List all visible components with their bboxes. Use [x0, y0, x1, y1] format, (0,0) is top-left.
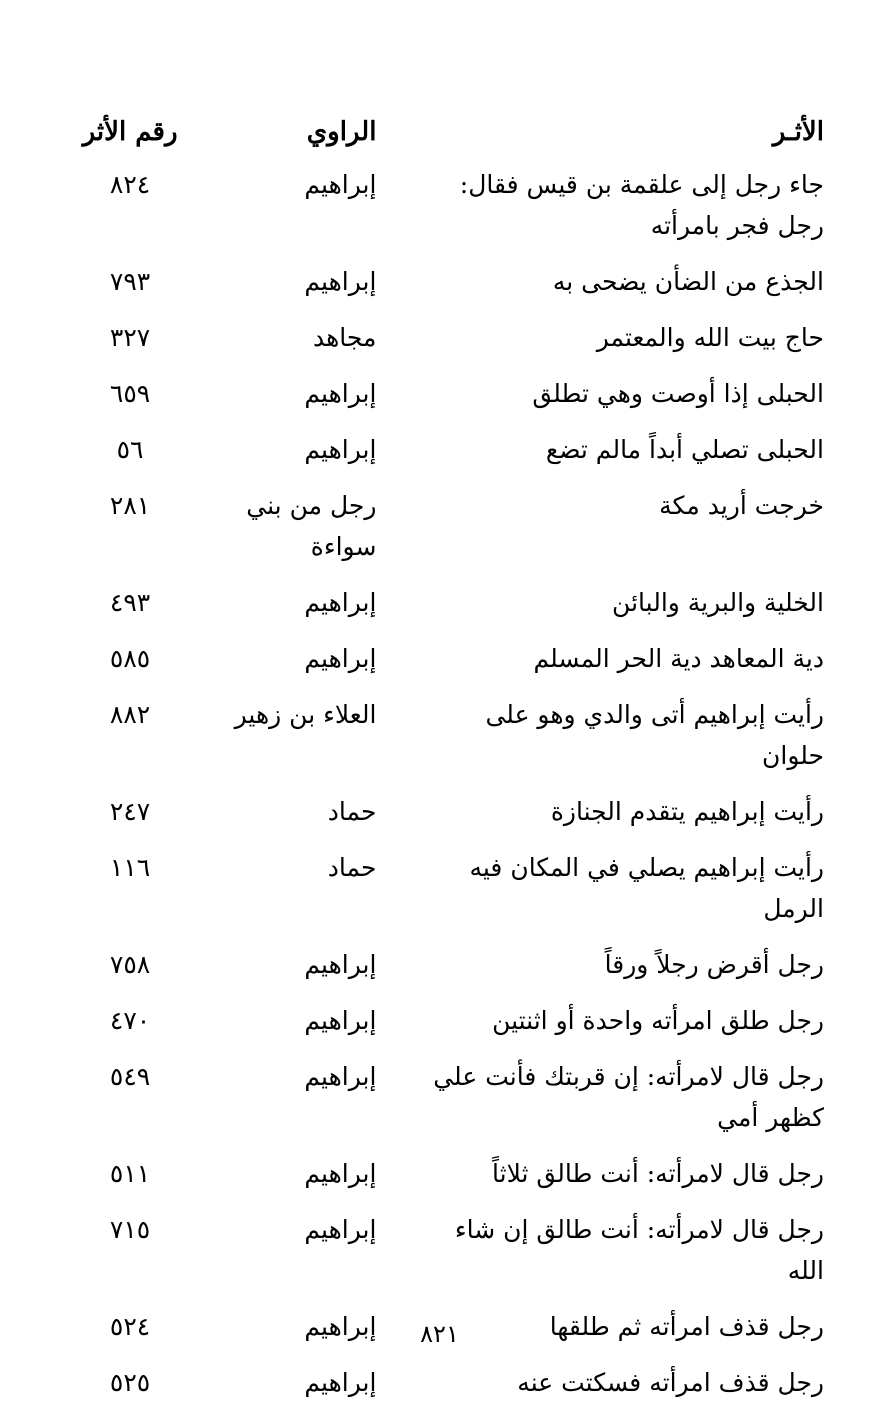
table-row	[64, 261, 824, 317]
rawi-cell: إبراهيم	[304, 170, 377, 199]
rawi-cell: إبراهيم	[304, 1215, 377, 1244]
rawi-cell: إبراهيم	[304, 267, 377, 296]
number-cell: ٤٧٠	[109, 1006, 151, 1035]
table-row	[64, 1153, 824, 1209]
table-header	[64, 112, 824, 164]
rawi-cell: إبراهيم	[304, 588, 377, 617]
rawi-column-header: الراوي	[306, 117, 377, 147]
table-body	[64, 164, 824, 1418]
rawi-cell: حماد	[327, 797, 377, 826]
table-row	[64, 429, 824, 485]
athar-text: الحبلى تصلي أبداً مالم تضع	[545, 435, 824, 464]
athar-text: رأيت إبراهيم يصلي في المكان فيه الرمل	[469, 853, 824, 923]
number-cell: ٥١١	[109, 1159, 151, 1188]
number-cell: ١١٦	[109, 853, 151, 882]
number-cell: ٥٨٥	[109, 644, 151, 673]
table-row	[64, 791, 824, 847]
page-number: ٨٢١	[420, 1320, 459, 1348]
table-row	[64, 1056, 824, 1153]
athar-text: الحبلى إذا أوصت وهي تطلق	[532, 379, 824, 408]
rawi-cell: إبراهيم	[304, 950, 377, 979]
table-row	[64, 944, 824, 1000]
athar-column-header: الأثـر	[772, 117, 824, 147]
rawi-cell: العلاء بن زهير	[234, 700, 377, 729]
table-row	[64, 317, 824, 373]
table-row	[64, 1209, 824, 1306]
number-cell: ٥٢٥	[109, 1368, 151, 1397]
athar-index-table	[64, 112, 824, 1418]
number-cell: ٧١٥	[109, 1215, 151, 1244]
rawi-cell: رجل من بني سواءة	[246, 491, 377, 561]
number-cell: ٢٤٧	[109, 797, 151, 826]
number-column-header: رقم الأثر	[82, 117, 178, 147]
athar-text: رجل قذف امرأته فسكتت عنه	[517, 1368, 824, 1397]
athar-text: دية المعاهد دية الحر المسلم	[533, 644, 824, 673]
rawi-cell: إبراهيم	[304, 644, 377, 673]
table-row	[64, 694, 824, 791]
athar-text: رأيت إبراهيم يتقدم الجنازة	[550, 797, 824, 826]
number-cell: ٢٨١	[109, 491, 151, 520]
rawi-cell: إبراهيم	[304, 435, 377, 464]
rawi-cell: إبراهيم	[304, 379, 377, 408]
table-row	[64, 1000, 824, 1056]
athar-text: الخلية والبرية والبائن	[612, 588, 824, 617]
athar-text: رجل قال لامرأته: أنت طالق ثلاثاً	[492, 1159, 824, 1188]
rawi-cell: إبراهيم	[304, 1312, 377, 1341]
table-row	[64, 373, 824, 429]
number-cell: ٥٤٩	[109, 1062, 151, 1091]
number-cell: ٧٥٨	[109, 950, 151, 979]
athar-text: رأيت إبراهيم أتى والدي وهو على حلوان	[485, 700, 824, 770]
number-cell: ٤٩٣	[109, 588, 151, 617]
athar-text: خرجت أريد مكة	[659, 491, 824, 520]
athar-text: رجل قال لامرأته: إن قربتك فأنت علي كظهر أمي	[433, 1062, 824, 1132]
athar-text: رجل قذف امرأته ثم طلقها	[549, 1312, 824, 1341]
table-row	[64, 582, 824, 638]
athar-text: رجل قال لامرأته: أنت طالق إن شاء الله	[454, 1215, 824, 1285]
athar-text: الجذع من الضأن يضحى به	[552, 267, 824, 296]
number-cell: ٦٥٩	[109, 379, 151, 408]
table-row	[64, 847, 824, 944]
rawi-cell: إبراهيم	[304, 1368, 377, 1397]
athar-text: جاء رجل إلى علقمة بن قيس فقال: رجل فجر بامرأته	[459, 170, 824, 240]
table-row	[64, 638, 824, 694]
number-cell: ٥٦	[116, 435, 144, 464]
number-cell: ٣٢٧	[109, 323, 151, 352]
rawi-cell: حماد	[327, 853, 377, 882]
number-cell: ٨٢٤	[109, 170, 151, 199]
rawi-cell: إبراهيم	[304, 1006, 377, 1035]
athar-text: حاج بيت الله والمعتمر	[596, 323, 824, 352]
rawi-cell: إبراهيم	[304, 1062, 377, 1091]
table-row	[64, 1362, 824, 1418]
header-row	[64, 112, 824, 164]
table-row	[64, 485, 824, 582]
athar-text: رجل أقرض رجلاً ورقاً	[604, 950, 824, 979]
rawi-cell: إبراهيم	[304, 1159, 377, 1188]
rawi-cell: مجاهد	[312, 323, 377, 352]
number-cell: ٥٢٤	[109, 1312, 151, 1341]
number-cell: ٨٨٢	[109, 700, 151, 729]
table-row	[64, 164, 824, 261]
athar-text: رجل طلق امرأته واحدة أو اثنتين	[492, 1006, 824, 1035]
number-cell: ٧٩٣	[109, 267, 151, 296]
